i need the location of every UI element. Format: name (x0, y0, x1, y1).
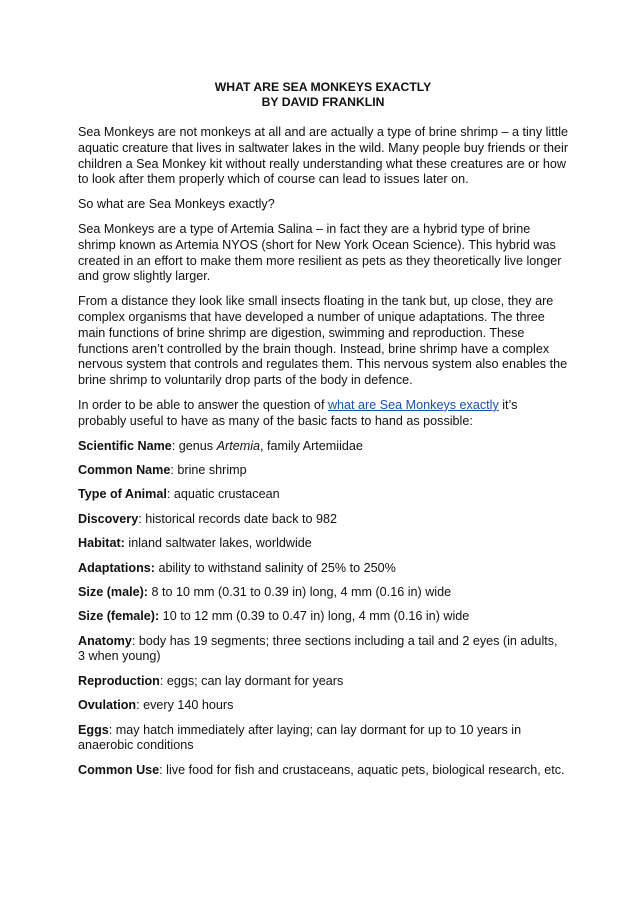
fact-value: : eggs; can lay dormant for years (159, 673, 344, 688)
fact-adaptations (78, 561, 568, 577)
fact-value: 10 to 12 mm (0.39 to 0.47 in) long, 4 mm (0.16 in) wide (159, 609, 470, 624)
fact-label: Type of Animal (78, 487, 167, 502)
facts-intro-text-before: In order to be able to answer the question of (78, 397, 328, 412)
fact-label: Scientific Name (78, 438, 172, 453)
fact-value: : body has 19 segments; three sections including a tail and 2 eyes (in adults, 3 when young) (78, 633, 558, 664)
fact-value: : may hatch immediately after laying; can lay dormant for up to 10 years in anaerobic conditions (78, 722, 522, 753)
title-line-1: WHAT ARE SEA MONKEYS EXACTLY (214, 80, 432, 94)
fact-value: : every 140 hours (136, 698, 234, 713)
fact-label: Common Name (78, 462, 171, 477)
fact-discovery (78, 512, 568, 528)
fact-size-male (78, 585, 568, 601)
fact-label: Size (female): (78, 609, 160, 624)
fact-reproduction (78, 674, 568, 690)
fact-anatomy (78, 634, 568, 666)
intro-paragraph: Sea Monkeys are not monkeys at all and are actually a type of brine shrimp – a tiny little aquatic creature that lives in saltwater lakes in the wild. Many people buy friends or their children a Sea Monkey kit without really understanding what these creatures are or how to look after them properly which of course can lead to issues later on. (78, 125, 569, 187)
fact-common-use (78, 763, 568, 779)
fact-label: Adaptations: (78, 560, 155, 575)
fact-value: inland saltwater lakes, worldwide (124, 536, 312, 551)
sea-monkeys-link[interactable]: what are Sea Monkeys exactly (327, 397, 499, 412)
fact-label: Common Use (78, 762, 160, 777)
fact-habitat (78, 536, 568, 552)
artemia-paragraph: Sea Monkeys are a type of Artemia Salina – in fact they are a hybrid type of brine shrimp known as Artemia NYOS (short for New York Ocean Science). This hybrid was created in an effort to make them more resilient as pets as they theoretically live longer and grow slightly larger. (78, 221, 562, 284)
functions-paragraph: From a distance they look like small insects floating in the tank but, up close, they are complex organisms that have developed a number of unique adaptations. The three main functions of brine shrimp are digestion, swimming and reproduction. These functions aren’t controlled by the brain though. Instead, brine shrimp have a complex nervous system that controls and regulates them. This nervous system also enables the brine shrimp to voluntarily drop parts of the body in defence. (78, 294, 568, 388)
fact-value: , family Artemiidae (260, 438, 363, 453)
fact-common-name (78, 463, 568, 479)
fact-label: Discovery (78, 511, 139, 526)
document-page (78, 80, 568, 787)
question-paragraph: So what are Sea Monkeys exactly? (78, 197, 275, 212)
document-title (78, 80, 568, 110)
fact-value: : live food for fish and crustaceans, aquatic pets, biological research, etc. (159, 762, 565, 777)
fact-label: Size (male): (78, 584, 148, 599)
title-byline: BY DAVID FRANKLIN (261, 95, 385, 109)
fact-label: Eggs (78, 722, 109, 737)
fact-size-female (78, 609, 568, 625)
fact-value: : genus (171, 438, 217, 453)
fact-label: Reproduction (78, 673, 160, 688)
fact-eggs (78, 723, 568, 755)
fact-label: Habitat: (78, 536, 125, 551)
fact-value: ability to withstand salinity of 25% to 250% (154, 560, 396, 575)
fact-scientific-name (78, 439, 568, 455)
facts-intro-paragraph (78, 398, 568, 430)
fact-value: : historical records date back to 982 (138, 511, 338, 526)
fact-type-of-animal (78, 487, 568, 503)
fact-ovulation (78, 698, 568, 714)
fact-value: 8 to 10 mm (0.31 to 0.39 in) long, 4 mm (0.16 in) wide (148, 584, 452, 599)
fact-genus: Artemia (216, 438, 260, 453)
fact-label: Anatomy (78, 633, 132, 648)
fact-value: : aquatic crustacean (166, 487, 280, 502)
fact-value: : brine shrimp (170, 462, 247, 477)
facts-intro-text-after: it’s probably useful to have as many of the basic facts to hand as possible: (78, 397, 518, 428)
fact-label: Ovulation (78, 698, 137, 713)
